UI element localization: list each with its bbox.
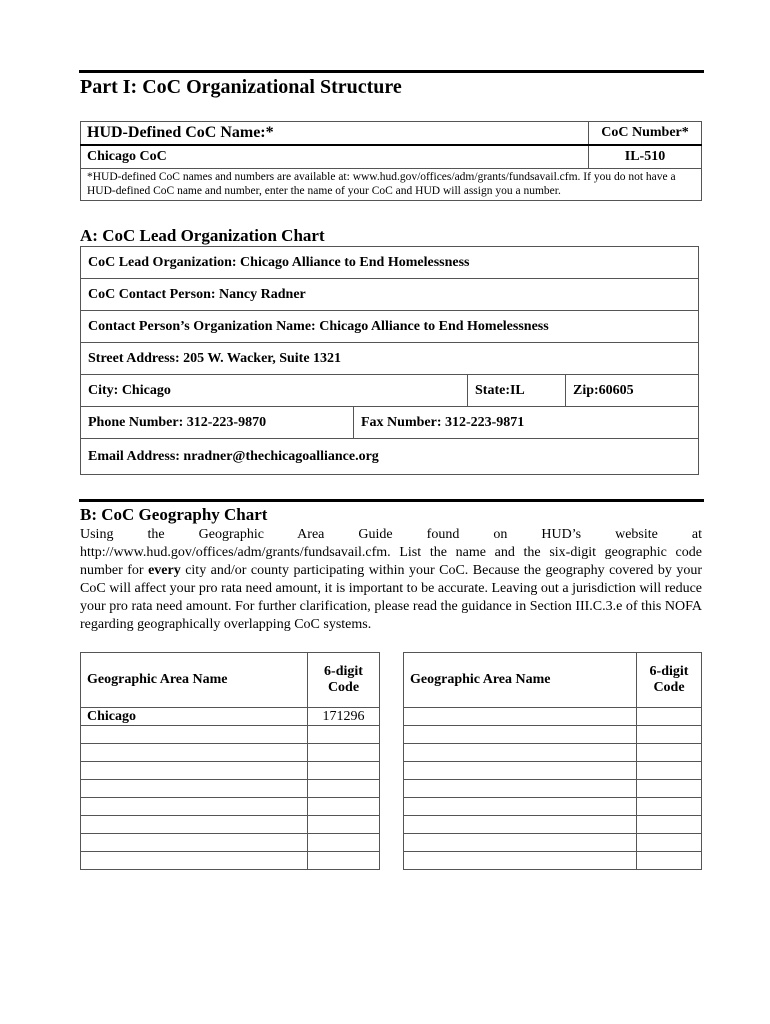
- section-b-title: B: CoC Geography Chart: [80, 505, 268, 524]
- geo-row: [404, 816, 702, 834]
- geo-code-cell[interactable]: [308, 744, 380, 762]
- geo-code-cell[interactable]: [637, 726, 702, 744]
- geo-code-cell[interactable]: 171296: [308, 708, 380, 726]
- geo-row: [81, 816, 380, 834]
- geo-area-name-cell[interactable]: [81, 798, 308, 816]
- street-address-field[interactable]: Street Address: 205 W. Wacker, Suite 1321: [88, 350, 342, 366]
- geo-area-name-cell[interactable]: [404, 780, 637, 798]
- geo-row: [81, 780, 380, 798]
- geo-area-name-cell[interactable]: [81, 852, 308, 870]
- geo-code-cell[interactable]: [637, 780, 702, 798]
- geo-area-name-cell[interactable]: [404, 762, 637, 780]
- geo-area-name-cell[interactable]: [404, 798, 637, 816]
- geo-name-header: Geographic Area Name: [81, 653, 308, 708]
- geo-code-cell[interactable]: [637, 816, 702, 834]
- geo-row: [404, 726, 702, 744]
- geo-code-cell[interactable]: [637, 762, 702, 780]
- geo-row: [404, 762, 702, 780]
- geo-area-name-cell[interactable]: [404, 726, 637, 744]
- geo-area-name-cell[interactable]: [404, 708, 637, 726]
- geo-area-name-cell[interactable]: [404, 852, 637, 870]
- geo-row: [404, 708, 702, 726]
- geo-row: [81, 834, 380, 852]
- geo-row: [81, 762, 380, 780]
- section-a-title: A: CoC Lead Organization Chart: [80, 226, 325, 245]
- city-field[interactable]: City: Chicago: [88, 382, 171, 398]
- part1-title: Part I: CoC Organizational Structure: [80, 76, 402, 98]
- geo-area-name-cell[interactable]: [81, 780, 308, 798]
- geo-row: [81, 798, 380, 816]
- lead-org-field[interactable]: CoC Lead Organization: Chicago Alliance to End Homelessness: [88, 254, 470, 270]
- zip-field[interactable]: Zip:60605: [565, 375, 698, 406]
- section-b-rule: [79, 499, 704, 502]
- contact-org-field[interactable]: Contact Person’s Organization Name: Chicago Alliance to End Homelessness: [88, 318, 549, 334]
- instructions-text-1: Using the Geographic Area Guide found on HUD’s website at http://www.hud.gov/offices/adm/grants/fundsavail.cfm. List the name and the six-digit geographic code number for: [80, 527, 702, 578]
- coc-name-label: HUD-Defined CoC Name:*: [81, 122, 589, 146]
- geography-instructions: [80, 526, 702, 634]
- geo-area-name-cell[interactable]: [404, 744, 637, 762]
- geo-area-name-cell[interactable]: [81, 726, 308, 744]
- geo-name-header: Geographic Area Name: [404, 653, 637, 708]
- geography-table-right: [403, 652, 702, 870]
- geo-row: [81, 744, 380, 762]
- geo-area-name-cell[interactable]: [404, 834, 637, 852]
- coc-number-label: CoC Number*: [589, 122, 702, 146]
- geo-code-header-line2: Code: [653, 680, 685, 695]
- geo-code-header-line1: 6-digit: [324, 664, 363, 679]
- geo-code-header-line1: 6-digit: [649, 664, 689, 679]
- contact-person-field[interactable]: CoC Contact Person: Nancy Radner: [88, 286, 306, 302]
- geo-row: [404, 780, 702, 798]
- geo-code-cell[interactable]: [308, 762, 380, 780]
- geo-code-cell[interactable]: [637, 798, 702, 816]
- geo-area-name-cell[interactable]: [81, 744, 308, 762]
- geo-area-name-cell[interactable]: [81, 816, 308, 834]
- geo-code-cell[interactable]: [637, 834, 702, 852]
- phone-field[interactable]: Phone Number: 312-223-9870: [88, 414, 267, 430]
- coc-number-field[interactable]: IL-510: [589, 145, 702, 169]
- geo-code-cell[interactable]: [308, 726, 380, 744]
- geo-row: [81, 726, 380, 744]
- geo-row: [81, 708, 380, 726]
- geo-code-cell[interactable]: [637, 744, 702, 762]
- geo-code-cell[interactable]: [308, 780, 380, 798]
- coc-name-table: [80, 121, 702, 201]
- geo-row: [404, 798, 702, 816]
- coc-name-note: *HUD-defined CoC names and numbers are available at: www.hud.gov/offices/adm/grants/fundsavail.cfm. If you do not have a HUD-defined CoC name and number, enter the name of your CoC and HUD will assign you a number.: [81, 169, 702, 201]
- geo-code-cell[interactable]: [308, 816, 380, 834]
- geo-code-cell[interactable]: [308, 798, 380, 816]
- geo-code-cell[interactable]: [637, 708, 702, 726]
- geo-code-header: [637, 653, 702, 708]
- fax-field[interactable]: Fax Number: 312-223-9871: [353, 407, 698, 438]
- geo-code-header: [308, 653, 380, 708]
- geography-table-left: [80, 652, 380, 870]
- geo-code-cell[interactable]: [308, 852, 380, 870]
- geo-code-cell[interactable]: [637, 852, 702, 870]
- email-field[interactable]: Email Address: nradner@thechicagoalliance.org: [88, 448, 379, 464]
- instructions-emphasis: every: [148, 563, 181, 578]
- geo-row: [404, 852, 702, 870]
- geo-area-name-cell[interactable]: [404, 816, 637, 834]
- geo-area-name-cell[interactable]: [81, 834, 308, 852]
- geo-area-name-cell[interactable]: [81, 762, 308, 780]
- geo-row: [81, 852, 380, 870]
- instructions-text-2: city and/or county participating within your CoC. Because the geography covered by your CoC will affect your pro rata need amount, it is important to be accurate. Leaving out a jurisdiction will reduce your pro rata need amount. For further clarification, please read the guidance in Section III.C.3.e of this NOFA regarding geographically overlapping CoC systems.: [80, 563, 702, 632]
- geo-code-header-line2: Code: [327, 680, 360, 695]
- geo-row: [404, 834, 702, 852]
- lead-org-chart: [80, 246, 699, 475]
- geo-area-name-cell[interactable]: Chicago: [81, 708, 308, 726]
- coc-name-field[interactable]: Chicago CoC: [81, 145, 589, 169]
- top-rule: [79, 70, 704, 73]
- geo-row: [404, 744, 702, 762]
- state-field[interactable]: State:IL: [467, 375, 565, 406]
- geo-code-cell[interactable]: [308, 834, 380, 852]
